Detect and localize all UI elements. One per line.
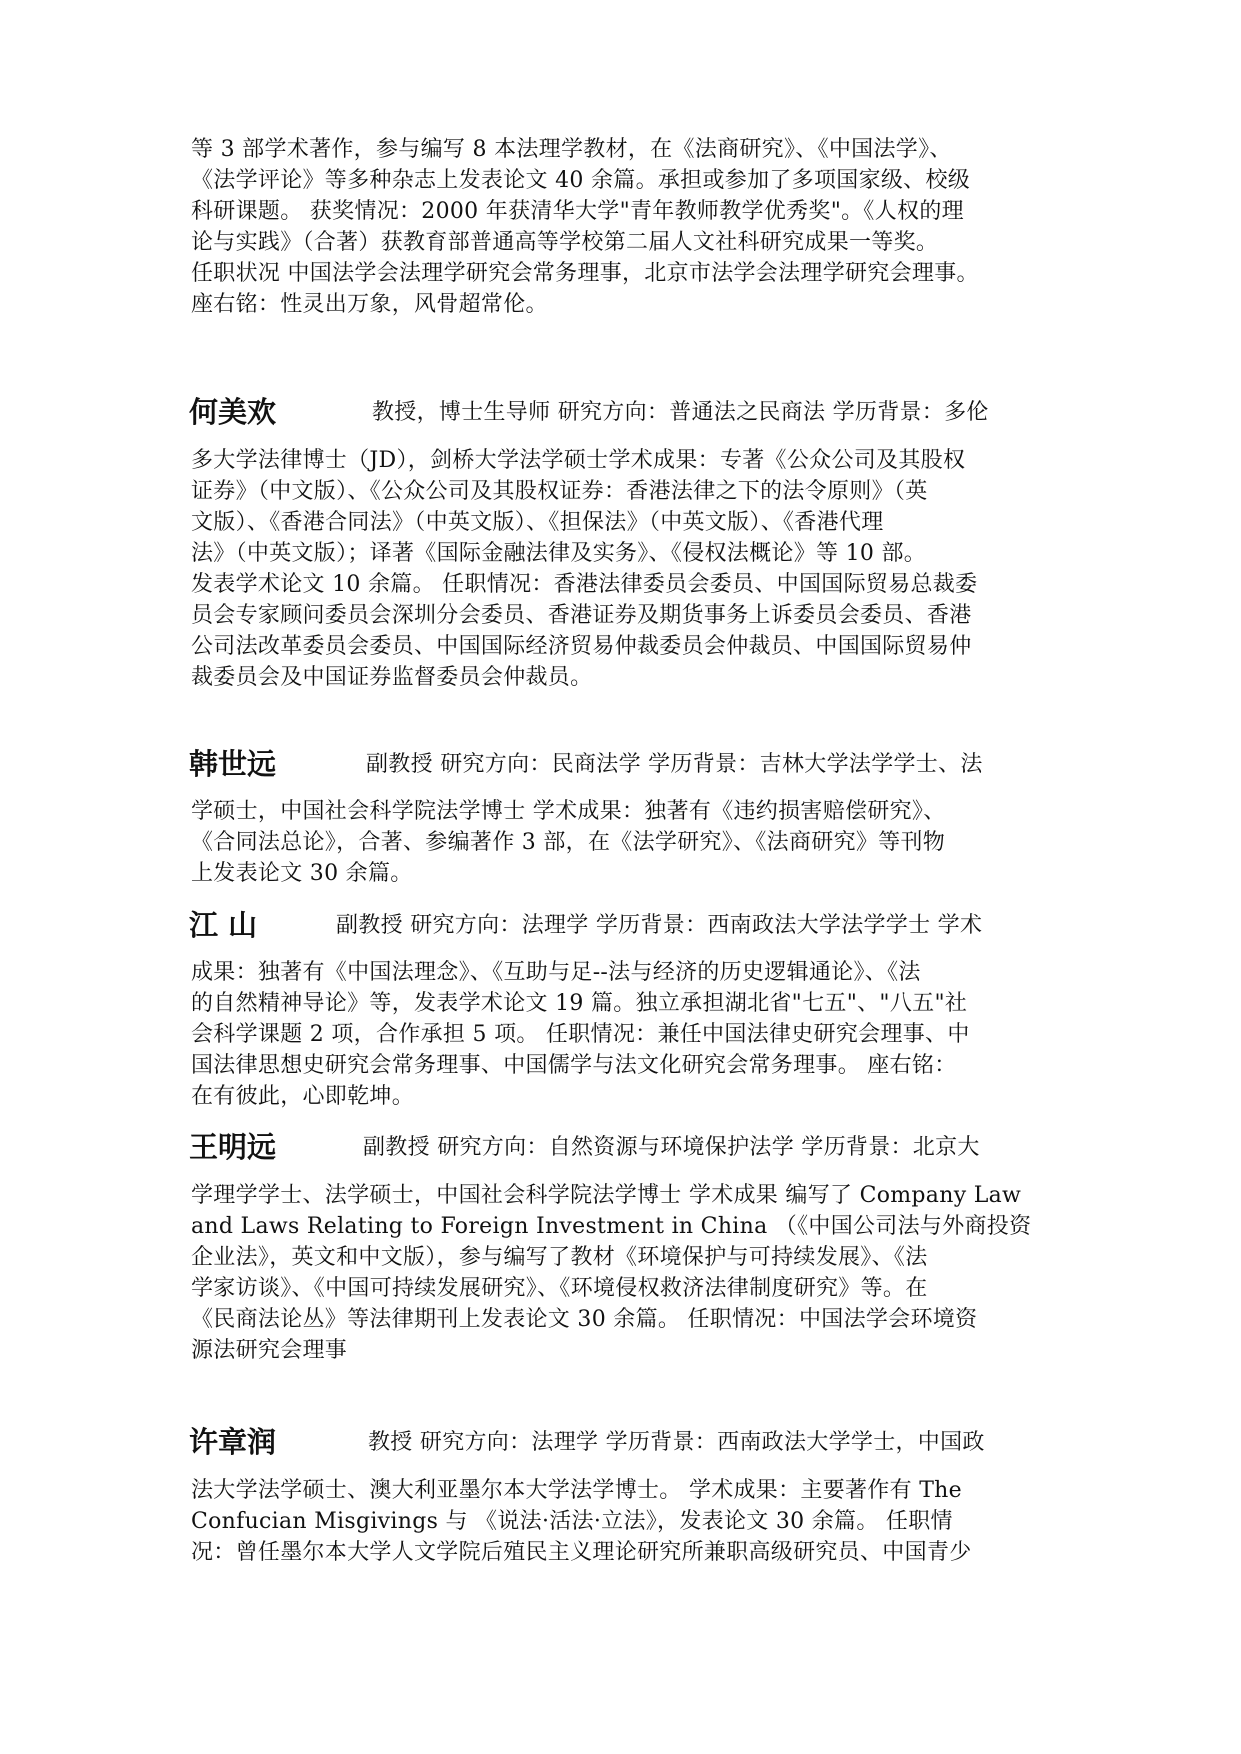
- text-line: 况：曾任墨尔本大学人文学院后殖民主义理论研究所兼职高级研究员、中国青少: [191, 1540, 972, 1565]
- text-line: 学家访谈》、《中国可持续发展研究》、《环境侵权救济法律制度研究》等。在: [191, 1276, 928, 1301]
- text-line: 科研课题。 获奖情况：2000 年获清华大学"青年教师教学优秀奖"。《人权的理: [191, 199, 964, 224]
- text-line: 《法学评论》等多种杂志上发表论文 40 余篇。承担或参加了多项国家级、校级: [191, 168, 971, 193]
- text-line: 等 3 部学术著作，参与编写 8 本法理学教材，在《法商研究》、《中国法学》、: [191, 137, 952, 162]
- text-line: 学硕士，中国社会科学院法学博士 学术成果：独著有《违约损害赔偿研究》、: [191, 799, 946, 824]
- faculty-intro: 教授，博士生导师 研究方向：普通法之民商法 学历背景：多伦: [372, 400, 989, 425]
- faculty-name: 何美欢: [189, 395, 277, 429]
- text-line: 发表学术论文 10 余篇。 任职情况：香港法律委员会委员、中国国际贸易总裁委: [191, 572, 978, 597]
- text-line: 多大学法律博士（JD），剑桥大学法学硕士学术成果：专著《公众公司及其股权: [191, 448, 966, 473]
- text-line: 员会专家顾问委员会深圳分会委员、香港证券及期货事务上诉委员会委员、香港: [191, 603, 972, 628]
- faculty-name: 江 山: [189, 908, 258, 942]
- text-line: 《民商法论丛》等法律期刊上发表论文 30 余篇。 任职情况：中国法学会环境资: [191, 1307, 978, 1332]
- faculty-name: 韩世远: [189, 747, 277, 781]
- text-line: 公司法改革委员会委员、中国国际经济贸易仲裁委员会仲裁员、中国国际贸易仲: [191, 634, 972, 659]
- text-line: 任职状况 中国法学会法理学研究会常务理事，北京市法学会法理学研究会理事。: [191, 261, 979, 286]
- text-line: 企业法》，英文和中文版），参与编写了教材《环境保护与可持续发展》、《法: [191, 1245, 928, 1270]
- text-line: 法大学法学硕士、澳大利亚墨尔本大学法学博士。 学术成果：主要著作有 The: [191, 1478, 962, 1503]
- text-line: 国法律思想史研究会常务理事、中国儒学与法文化研究会常务理事。 座右铭：: [191, 1053, 957, 1078]
- text-line: 证券》（中文版）、《公众公司及其股权证券：香港法律之下的法令原则》（英: [191, 479, 928, 504]
- faculty-name: 王明远: [189, 1130, 277, 1164]
- faculty-intro: 副教授 研究方向：民商法学 学历背景：吉林大学法学学士、法: [366, 752, 983, 777]
- text-line: 裁委员会及中国证券监督委员会仲裁员。: [191, 665, 593, 690]
- text-line: 座右铭：性灵出万象，风骨超常伦。: [191, 292, 548, 317]
- text-line: 会科学课题 2 项，合作承担 5 项。 任职情况：兼任中国法律史研究会理事、中: [191, 1022, 970, 1047]
- text-line: 学理学学士、法学硕士，中国社会科学院法学博士 学术成果 编写了 Company Law: [191, 1183, 1022, 1208]
- text-line: 论与实践》（合著）获教育部普通高等学校第二届人文社科研究成果一等奖。: [191, 230, 939, 255]
- faculty-intro: 副教授 研究方向：法理学 学历背景：西南政法大学法学学士 学术: [336, 913, 983, 938]
- text-line: Confucian Misgivings 与 《说法·活法·立法》，发表论文 30 余篇。 任职情: [191, 1509, 953, 1534]
- text-line: 法》（中英文版）；译著《国际金融法律及实务》、《侵权法概论》等 10 部。: [191, 541, 927, 566]
- text-line: 文版）、《香港合同法》（中英文版）、《担保法》（中英文版）、《香港代理: [191, 510, 884, 535]
- text-line: 在有彼此，心即乾坤。: [191, 1084, 415, 1109]
- text-line: 上发表论文 30 余篇。: [191, 861, 413, 886]
- text-line: 《合同法总论》，合著、参编著作 3 部，在《法学研究》、《法商研究》等刊物: [191, 830, 946, 855]
- faculty-intro: 教授 研究方向：法理学 学历背景：西南政法大学学士，中国政: [368, 1430, 985, 1455]
- text-line: 成果：独著有《中国法理念》、《互助与足--法与经济的历史逻辑通论》、《法: [191, 960, 921, 985]
- text-line: 的自然精神导论》等，发表学术论文 19 篇。独立承担湖北省"七五"、"八五"社: [191, 991, 968, 1016]
- faculty-name: 许章润: [189, 1425, 277, 1459]
- text-line: 源法研究会理事: [191, 1338, 348, 1363]
- faculty-intro: 副教授 研究方向：自然资源与环境保护法学 学历背景：北京大: [363, 1135, 980, 1160]
- text-line: and Laws Relating to Foreign Investment in China （《中国公司法与外商投资: [191, 1214, 1032, 1239]
